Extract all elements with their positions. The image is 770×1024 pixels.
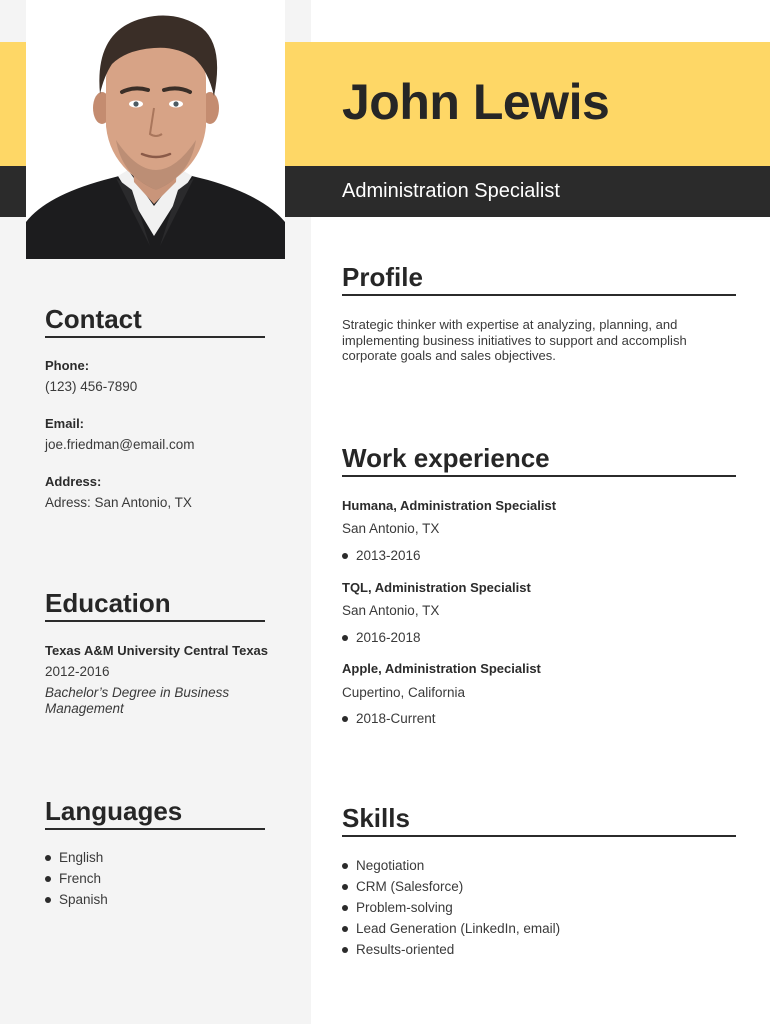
bullet-icon bbox=[45, 876, 51, 882]
job-period-list-2 bbox=[342, 627, 421, 648]
bullet-icon bbox=[342, 926, 348, 932]
job-period-list-1 bbox=[342, 545, 421, 566]
profile-heading: Profile bbox=[342, 262, 423, 292]
language-item: Spanish bbox=[45, 889, 108, 910]
work-experience-divider bbox=[342, 475, 736, 477]
skill-item: CRM (Salesforce) bbox=[342, 876, 560, 897]
bullet-icon bbox=[45, 897, 51, 903]
email-label: Email: bbox=[45, 416, 85, 431]
work-experience-heading: Work experience bbox=[342, 443, 550, 473]
email-value: joe.friedman@email.com bbox=[45, 437, 195, 452]
skills-list bbox=[342, 855, 560, 960]
education-years: 2012-2016 bbox=[45, 664, 110, 679]
skill-item: Results-oriented bbox=[342, 939, 560, 960]
bullet-icon bbox=[342, 716, 348, 722]
languages-list bbox=[45, 847, 108, 910]
skill-item: Problem-solving bbox=[342, 897, 560, 918]
education-heading: Education bbox=[45, 588, 171, 618]
job-period-1: 2013-2016 bbox=[342, 545, 421, 566]
address-value: Adress: San Antonio, TX bbox=[45, 495, 192, 510]
job-period-3: 2018-Current bbox=[342, 708, 436, 729]
language-item: French bbox=[45, 868, 108, 889]
bullet-icon bbox=[342, 947, 348, 953]
job-title-1: Humana, Administration Specialist bbox=[342, 498, 557, 513]
languages-divider bbox=[45, 828, 265, 830]
education-school: Texas A&M University Central Texas bbox=[45, 643, 269, 658]
job-period-list-3 bbox=[342, 708, 436, 729]
profile-summary: Strategic thinker with expertise at analyzing, planning, and implementing business initiatives to support and accomplish corporate goals and sales objectives. bbox=[342, 317, 687, 363]
education-divider bbox=[45, 620, 265, 622]
skills-heading: Skills bbox=[342, 803, 410, 833]
bullet-icon bbox=[45, 855, 51, 861]
bullet-icon bbox=[342, 905, 348, 911]
education-degree: Bachelor’s Degree in Business Management bbox=[45, 685, 230, 716]
bullet-icon bbox=[342, 884, 348, 890]
language-item: English bbox=[45, 847, 108, 868]
contact-divider bbox=[45, 336, 265, 338]
skills-divider bbox=[342, 835, 736, 837]
job-title-3: Apple, Administration Specialist bbox=[342, 661, 541, 676]
job-location-2: San Antonio, TX bbox=[342, 603, 440, 618]
job-title-2: TQL, Administration Specialist bbox=[342, 580, 531, 595]
skill-item: Lead Generation (LinkedIn, email) bbox=[342, 918, 560, 939]
phone-label: Phone: bbox=[45, 358, 90, 373]
contact-heading: Contact bbox=[45, 304, 142, 334]
phone-value: (123) 456-7890 bbox=[45, 379, 138, 394]
bullet-icon bbox=[342, 863, 348, 869]
bullet-icon bbox=[342, 635, 348, 641]
languages-heading: Languages bbox=[45, 796, 183, 826]
profile-photo bbox=[26, 0, 285, 259]
portrait-illustration bbox=[26, 0, 285, 259]
candidate-name: John Lewis bbox=[342, 74, 610, 130]
bullet-icon bbox=[342, 553, 348, 559]
job-location-3: Cupertino, California bbox=[342, 685, 466, 700]
address-label: Address: bbox=[45, 474, 102, 489]
job-period-2: 2016-2018 bbox=[342, 627, 421, 648]
skill-item: Negotiation bbox=[342, 855, 560, 876]
job-location-1: San Antonio, TX bbox=[342, 521, 440, 536]
profile-divider bbox=[342, 294, 736, 296]
candidate-job-title: Administration Specialist bbox=[342, 180, 560, 202]
